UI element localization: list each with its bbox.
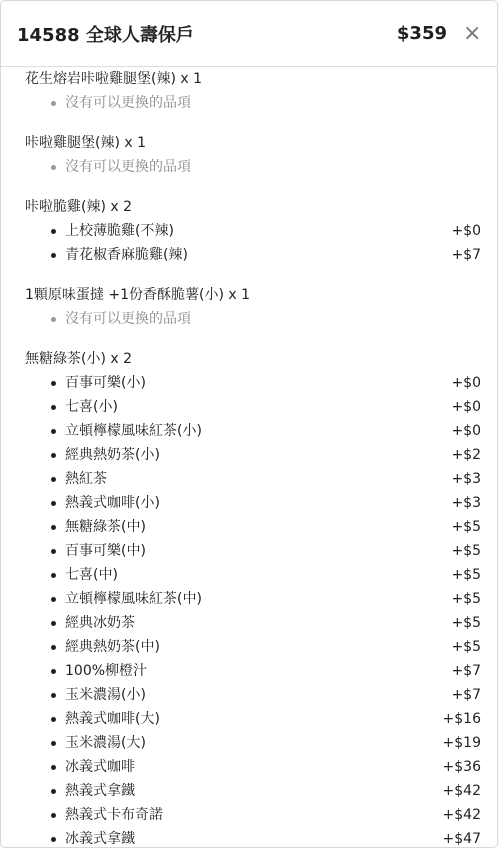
- option-price-delta: +$0: [451, 399, 481, 415]
- modal-header: [1, 1, 497, 67]
- option-name: 熱義式咖啡(小): [65, 495, 160, 511]
- option-name: 百事可樂(小): [65, 375, 146, 391]
- no-options-message: [25, 155, 481, 179]
- option-list: [25, 91, 481, 115]
- option-name: 熱義式卡布奇諾: [65, 807, 163, 823]
- option-name: 立頓檸檬風味紅茶(小): [65, 423, 202, 439]
- option-list: [25, 307, 481, 331]
- option-name: 立頓檸檬風味紅茶(中): [65, 591, 202, 607]
- group-spacer: [25, 115, 481, 131]
- option-item[interactable]: [25, 707, 481, 731]
- option-name: 上校薄脆雞(不辣): [65, 223, 174, 239]
- option-price-delta: +$47: [442, 831, 481, 847]
- option-item[interactable]: [25, 731, 481, 755]
- option-price-delta: +$42: [442, 783, 481, 799]
- no-options-message: [25, 91, 481, 115]
- option-item[interactable]: [25, 371, 481, 395]
- option-price-delta: +$5: [451, 543, 481, 559]
- option-name: 經典熱奶茶(小): [65, 447, 160, 463]
- option-price-delta: +$36: [442, 759, 481, 775]
- option-item[interactable]: [25, 419, 481, 443]
- option-price-delta: +$42: [442, 807, 481, 823]
- total-price: $359: [396, 23, 447, 44]
- modal-title: 14588 全球人壽保戶: [17, 24, 194, 46]
- option-item[interactable]: [25, 443, 481, 467]
- option-list: [25, 219, 481, 267]
- option-name: 青花椒香麻脆雞(辣): [65, 247, 188, 263]
- option-price-delta: +$5: [451, 591, 481, 607]
- option-item[interactable]: [25, 491, 481, 515]
- option-name: 經典熱奶茶(中): [65, 639, 160, 655]
- option-item[interactable]: [25, 467, 481, 491]
- option-price-delta: +$0: [451, 223, 481, 239]
- group-spacer: [25, 179, 481, 195]
- option-item[interactable]: [25, 587, 481, 611]
- option-item[interactable]: [25, 563, 481, 587]
- no-options-text: 沒有可以更換的品項: [65, 95, 191, 111]
- option-price-delta: +$2: [451, 447, 481, 463]
- option-price-delta: +$19: [442, 735, 481, 751]
- close-icon[interactable]: ×: [463, 20, 482, 46]
- option-price-delta: +$5: [451, 567, 481, 583]
- group-title: 無糖綠茶(小) x 2: [25, 351, 133, 367]
- no-options-message: [25, 307, 481, 331]
- option-item[interactable]: [25, 515, 481, 539]
- option-item[interactable]: [25, 611, 481, 635]
- option-item[interactable]: [25, 683, 481, 707]
- option-item[interactable]: [25, 755, 481, 779]
- option-group: [25, 331, 481, 848]
- option-name: 經典冰奶茶: [65, 615, 135, 631]
- option-item[interactable]: [25, 803, 481, 827]
- group-title: 花生熔岩咔啦雞腿堡(辣) x 1: [25, 71, 203, 87]
- option-item[interactable]: [25, 395, 481, 419]
- option-price-delta: +$5: [451, 615, 481, 631]
- option-name: 無糖綠茶(中): [65, 519, 146, 535]
- option-group: [25, 267, 481, 331]
- option-item[interactable]: [25, 635, 481, 659]
- option-price-delta: +$7: [451, 687, 481, 703]
- option-price-delta: +$5: [451, 639, 481, 655]
- group-spacer: [25, 267, 481, 283]
- option-item[interactable]: [25, 659, 481, 683]
- option-name: 熱義式咖啡(大): [65, 711, 160, 727]
- option-name: 熱紅茶: [65, 471, 107, 487]
- no-options-text: 沒有可以更換的品項: [65, 311, 191, 327]
- option-name: 冰義式咖啡: [65, 759, 135, 775]
- option-group: [25, 67, 481, 115]
- option-name: 百事可樂(中): [65, 543, 146, 559]
- option-item[interactable]: [25, 219, 481, 243]
- option-item[interactable]: [25, 539, 481, 563]
- option-list: [25, 155, 481, 179]
- option-name: 玉米濃湯(小): [65, 687, 146, 703]
- option-list: [25, 371, 481, 848]
- group-title: 咔啦脆雞(辣) x 2: [25, 199, 133, 215]
- option-group: [25, 115, 481, 179]
- option-item[interactable]: [25, 243, 481, 267]
- option-item[interactable]: [25, 779, 481, 803]
- option-price-delta: +$7: [451, 663, 481, 679]
- option-group: [25, 179, 481, 267]
- group-title: 1顆原味蛋撻 +1份香酥脆薯(小) x 1: [25, 287, 251, 303]
- option-price-delta: +$3: [451, 471, 481, 487]
- option-name: 冰義式拿鐵: [65, 831, 135, 847]
- option-price-delta: +$7: [451, 247, 481, 263]
- option-name: 熱義式拿鐵: [65, 783, 135, 799]
- option-price-delta: +$16: [442, 711, 481, 727]
- option-name: 七喜(小): [65, 399, 118, 415]
- option-item[interactable]: [25, 827, 481, 848]
- no-options-text: 沒有可以更換的品項: [65, 159, 191, 175]
- group-spacer: [25, 331, 481, 347]
- option-price-delta: +$3: [451, 495, 481, 511]
- group-title: 咔啦雞腿堡(辣) x 1: [25, 135, 147, 151]
- option-price-delta: +$0: [451, 423, 481, 439]
- option-price-delta: +$5: [451, 519, 481, 535]
- option-name: 100%柳橙汁: [65, 663, 148, 679]
- option-name: 七喜(中): [65, 567, 118, 583]
- option-groups: [1, 67, 497, 848]
- option-name: 玉米濃湯(大): [65, 735, 146, 751]
- option-price-delta: +$0: [451, 375, 481, 391]
